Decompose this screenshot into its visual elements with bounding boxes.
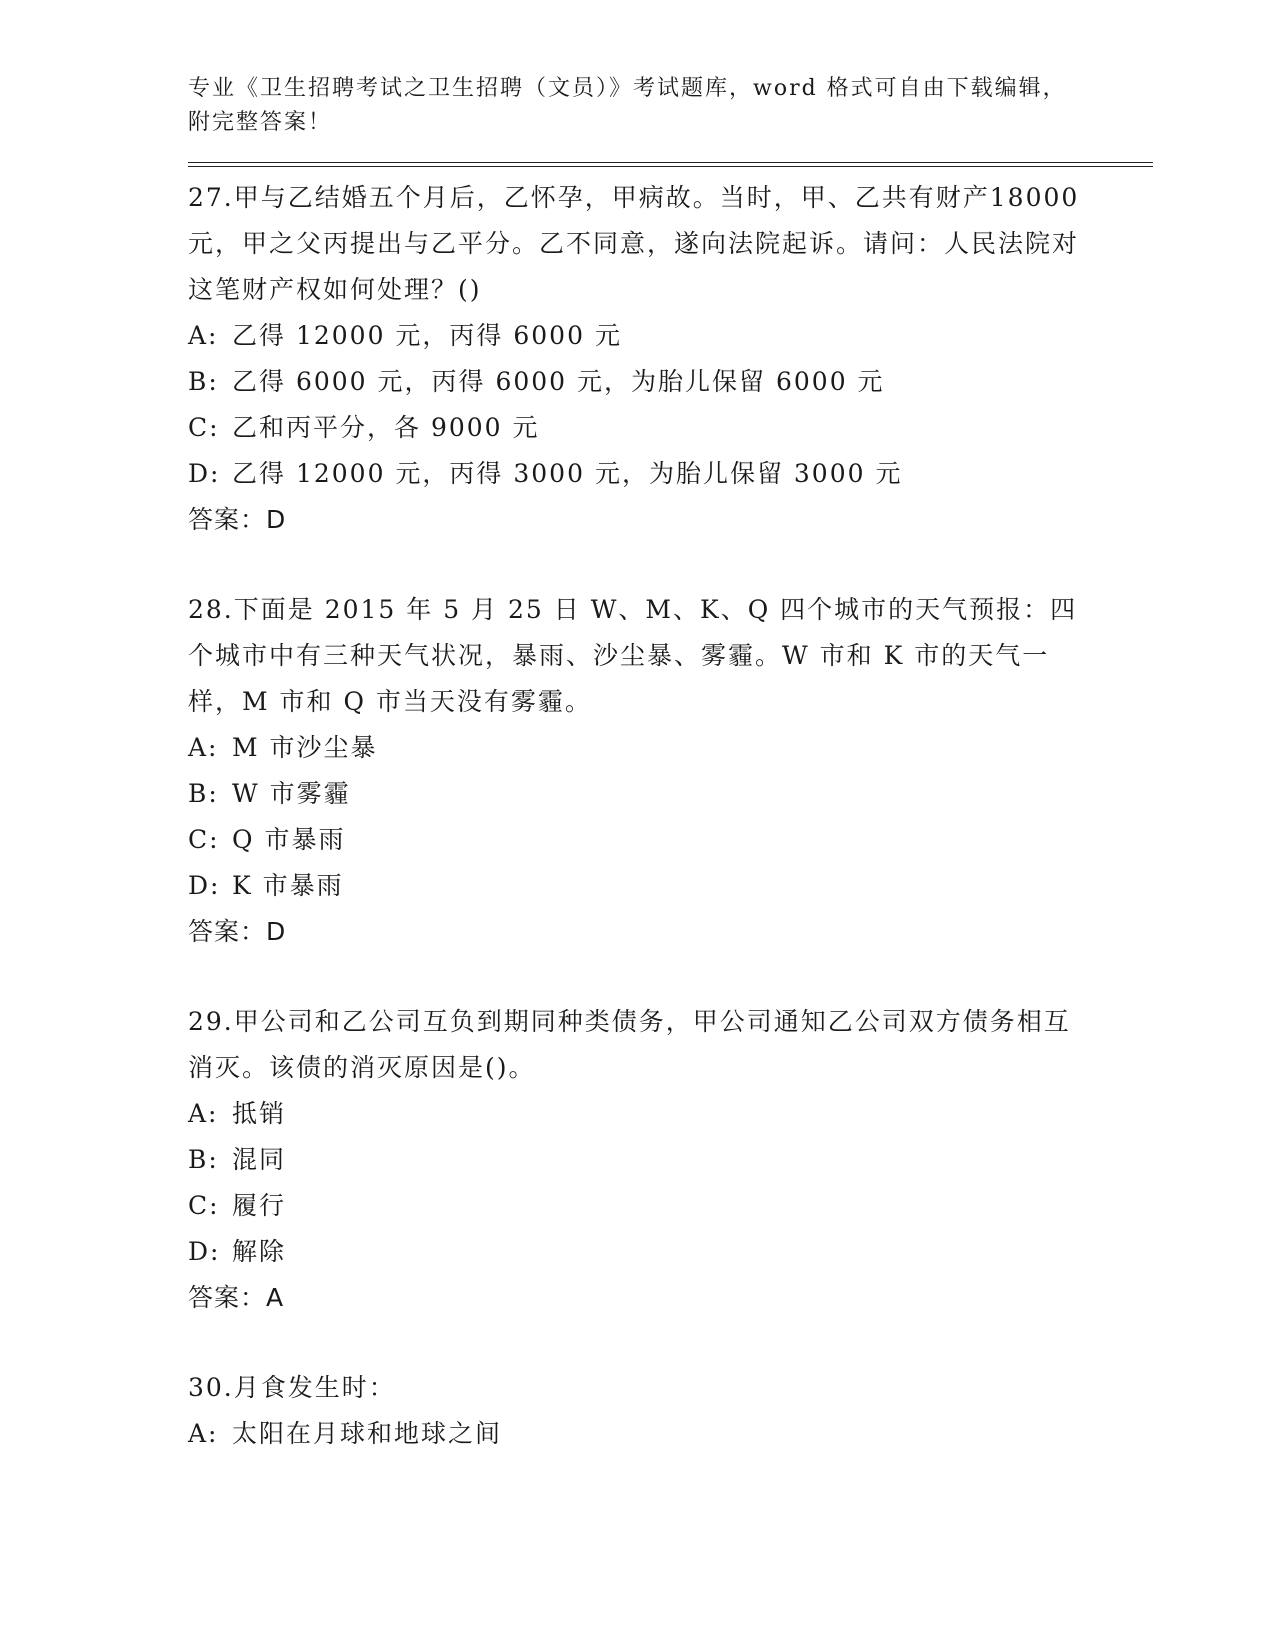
option-text: Q 市暴雨 <box>232 825 346 854</box>
answer-line: 答案：A <box>188 1283 285 1312</box>
question-30 <box>188 1365 1168 1457</box>
option-text: 乙得 6000 元，丙得 6000 元，为胎儿保留 6000 元 <box>232 367 885 396</box>
option-a <box>188 725 1168 771</box>
option-letter: C: <box>188 1191 220 1220</box>
option-b <box>188 1137 1168 1183</box>
document-header: 专业《卫生招聘考试之卫生招聘（文员）》考试题库，word 格式可自由下载编辑，附完整答案！ <box>188 76 1067 135</box>
option-text: 抵销 <box>232 1099 287 1128</box>
option-letter: C: <box>188 825 220 854</box>
option-a <box>188 1411 1168 1457</box>
document-page <box>188 72 1168 1501</box>
option-letter: C: <box>188 413 220 442</box>
option-letter: B: <box>188 779 219 808</box>
option-text: 解除 <box>232 1237 287 1266</box>
option-letter: A: <box>188 321 219 350</box>
option-letter: B: <box>188 367 219 396</box>
option-letter: A: <box>188 1099 219 1128</box>
option-text: 乙和丙平分，各 9000 元 <box>232 413 540 442</box>
question-stem: 28.下面是 2015 年 5 月 25 日 W、M、K、Q 四个城市的天气预报：四个城市中有三种天气状况，暴雨、沙尘暴、雾霾。W 市和 K 市的天气一样，M 市和 Q 市当天没有雾霾。 <box>188 595 1078 716</box>
option-b <box>188 771 1168 817</box>
question-list <box>188 175 1168 1457</box>
option-d <box>188 863 1168 909</box>
answer-line: 答案：D <box>188 917 287 946</box>
option-a <box>188 313 1168 359</box>
question-stem: 29.甲公司和乙公司互负到期同种类债务，甲公司通知乙公司双方债务相互消灭。该债的消灭原因是()。 <box>188 1007 1071 1082</box>
option-letter: A: <box>188 733 219 762</box>
option-letter: D: <box>188 871 221 900</box>
question-stem: 30.月食发生时： <box>188 1373 396 1402</box>
option-c <box>188 1183 1168 1229</box>
option-d <box>188 451 1168 497</box>
option-text: 乙得 12000 元，丙得 6000 元 <box>232 321 622 350</box>
question-27 <box>188 175 1168 543</box>
option-letter: D: <box>188 459 221 488</box>
answer-line: 答案：D <box>188 505 287 534</box>
option-letter: A: <box>188 1419 219 1448</box>
option-text: 履行 <box>232 1191 287 1220</box>
option-b <box>188 359 1168 405</box>
question-28 <box>188 587 1168 955</box>
option-letter: D: <box>188 1237 221 1266</box>
option-text: 乙得 12000 元，丙得 3000 元，为胎儿保留 3000 元 <box>232 459 903 488</box>
question-29 <box>188 999 1168 1321</box>
option-text: 太阳在月球和地球之间 <box>232 1419 503 1448</box>
option-text: K 市暴雨 <box>232 871 344 900</box>
option-letter: B: <box>188 1145 219 1174</box>
option-d <box>188 1229 1168 1275</box>
option-text: W 市雾霾 <box>232 779 351 808</box>
header-divider <box>188 162 1153 167</box>
option-c <box>188 405 1168 451</box>
question-stem: 27.甲与乙结婚五个月后，乙怀孕，甲病故。当时，甲、乙共有财产18000 元，甲之父丙提出与乙平分。乙不同意，遂向法院起诉。请问：人民法院对这笔财产权如何处理？() <box>188 183 1080 304</box>
option-text: 混同 <box>232 1145 287 1174</box>
option-c <box>188 817 1168 863</box>
option-a <box>188 1091 1168 1137</box>
option-text: M 市沙尘暴 <box>232 733 378 762</box>
